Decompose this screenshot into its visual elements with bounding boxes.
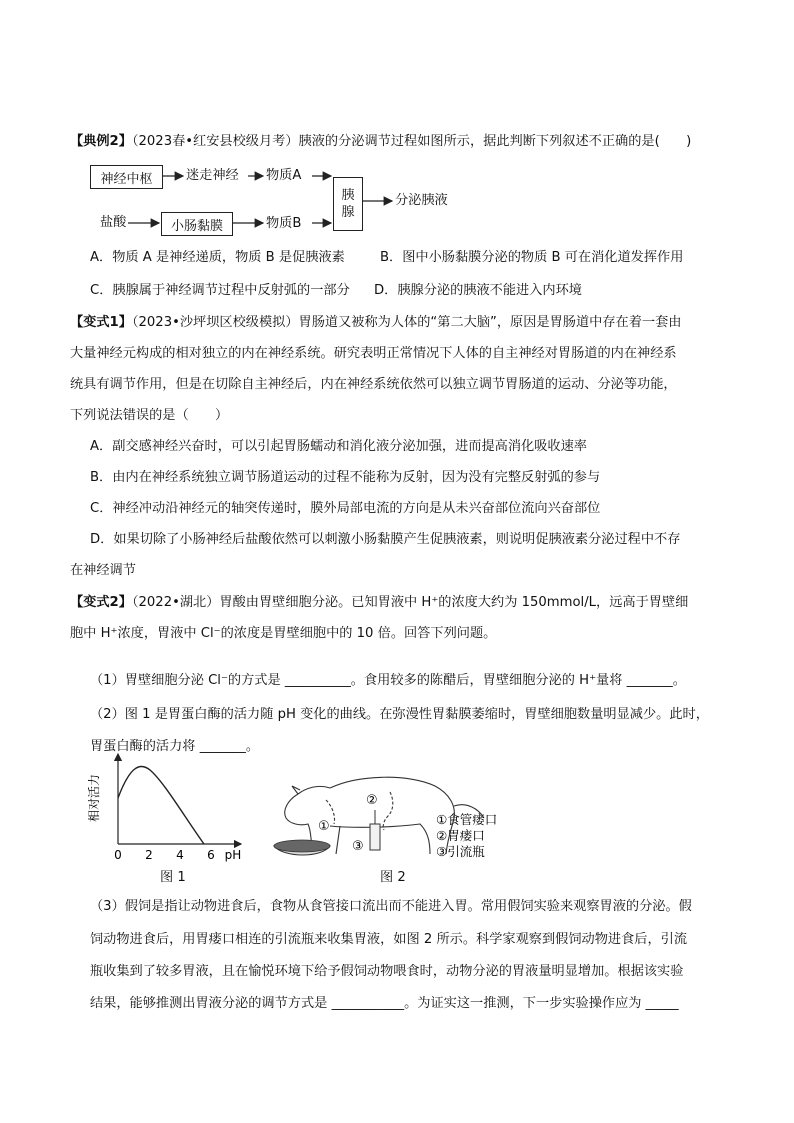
secrete-label: 分泌胰液 — [395, 193, 448, 208]
figure-1-tick-2: 2 — [145, 848, 153, 862]
variant-1-option-d-line-1: D．如果切除了小肠神经后盐酸依然可以刺激小肠黏膜产生促胰液素，则说明促胰液素分泌过程中不存 — [90, 532, 681, 547]
figure-1-curve — [118, 766, 204, 844]
figure-1-xlabel: pH — [224, 848, 242, 862]
figure-1-caption: 图 1 — [160, 870, 186, 885]
intestine-box: 小肠黏膜 — [161, 212, 233, 236]
hcl-label: 盐酸 — [100, 215, 127, 230]
example-2-question: （2023春•红安县校级月考）胰液的分泌调节过程如图所示，据此判断下列叙述不正确的是( ) — [131, 134, 692, 149]
pancreas-box: 胰 腺 — [333, 177, 363, 231]
marker-1: ① — [318, 819, 330, 834]
example-2-option-b: B．图中小肠黏膜分泌的物质 B 可在消化道发挥作用 — [380, 250, 684, 265]
variant-2-tag: 【变式2】 — [70, 595, 132, 610]
variant-1-line-3: 统具有调节作用，但是在切除自主神经后，内在神经系统依然可以独立调节胃肠道的运动、分泌等功能， — [70, 377, 677, 392]
variant-1-line-2: 大量神经元构成的相对独立的内在神经系统。研究表明正常情况下人体的自主神经对胃肠道的内在神经系 — [70, 346, 677, 361]
vagus-label: 迷走神经 — [186, 168, 239, 183]
variant-2-question-3-line-3: 瓶收集到了较多胃液，且在愉悦环境下给予假饲动物喂食时，动物分泌的胃液量明显增加。根据该实验 — [90, 964, 684, 979]
example-2-option-a: A．物质 A 是神经递质，物质 B 是促胰液素 — [90, 250, 345, 265]
figure-1-tick-6: 6 — [207, 848, 215, 862]
variant-2-question-1: （1）胃壁细胞分泌 Cl⁻的方式是 __________。食用较多的陈醋后，胃壁细胞分泌的 H⁺量将 _______。 — [90, 673, 686, 688]
variant-2-line-1-text: （2022•湖北）胃酸由胃壁细胞分泌。已知胃液中 H⁺的浓度大约为 150mmol/L，远高于胃壁细 — [131, 595, 689, 610]
neural-center-box: 神经中枢 — [90, 165, 163, 189]
variant-1-line-4: 下列说法错误的是（ ） — [70, 408, 229, 423]
variant-2-question-3-line-1: （3）假饲是指让动物进食后，食物从食管接口流出而不能进入胃。常用假饲实验来观察胃液的分泌。假 — [90, 899, 692, 914]
variant-2-question-3-line-4: 结果，能够推测出胃液分泌的调节方式是 ___________。为证实这一推测，下一步实验操作应为 _____ — [90, 996, 679, 1011]
variant-2-question-2-line-1: （2）图 1 是胃蛋白酶的活力随 pH 变化的曲线。在弥漫性胃黏膜萎缩时，胃壁细胞数量明显减少。此时， — [90, 707, 709, 722]
drainage-bottle — [370, 810, 380, 850]
legend-1: ①食管瘘口 — [436, 812, 498, 827]
variant-1-line-1 — [70, 313, 681, 333]
example-2-option-c: C．胰腺属于神经调节过程中反射弧的一部分 — [90, 283, 350, 298]
substance-a-label: 物质A — [266, 168, 302, 183]
marker-3: ③ — [352, 839, 364, 854]
variant-2-line-2: 胞中 H⁺浓度，胃液中 Cl⁻的浓度是胃壁细胞中的 10 倍。回答下列问题。 — [70, 626, 497, 641]
figure-1-tick-4: 4 — [176, 848, 184, 862]
food-bowl — [274, 840, 330, 855]
variant-1-option-b: B．由内在神经系统独立调节肠道运动的过程不能称为反射，因为没有完整反射弧的参与 — [90, 470, 601, 485]
legend-3: ③引流瓶 — [436, 844, 485, 859]
legend-2: ②胃瘘口 — [436, 828, 485, 843]
example-2-option-d: D．胰腺分泌的胰液不能进入内环境 — [374, 283, 582, 298]
figure-1-activity-curve — [86, 748, 256, 864]
variant-1-line-1-text: （2023•沙坪坝区校级模拟）胃肠道又被称为人体的“第二大脑”，原因是胃肠道中存在着一套由 — [131, 315, 682, 330]
example-2-tag: 【典例2】 — [70, 134, 132, 149]
variant-2-question-2-line-2: 胃蛋白酶的活力将 _______。 — [90, 739, 260, 754]
variant-1-option-d-line-2: 在神经调节 — [70, 563, 136, 578]
variant-1-option-a: A．副交感神经兴奋时，可以引起胃肠蠕动和消化液分泌加强，进而提高消化吸收速率 — [90, 439, 587, 454]
marker-2: ② — [366, 793, 378, 808]
variant-1-tag: 【变式1】 — [70, 315, 132, 330]
variant-2-question-3-line-2: 饲动物进食后，用胃瘘口相连的引流瓶来收集胃液，如图 2 所示。科学家观察到假饲动物进食后，引流 — [90, 932, 688, 947]
substance-b-label: 物质B — [266, 216, 302, 231]
variant-1-option-c: C．神经冲动沿神经元的轴突传递时，膜外局部电流的方向是从未兴奋部位流向兴奋部位 — [90, 501, 601, 516]
figure-2-caption: 图 2 — [380, 870, 406, 885]
variant-2-line-1 — [70, 593, 688, 613]
figure-1-ylabel: 相对活力 — [87, 773, 101, 823]
figure-2-sham-feeding — [270, 766, 510, 866]
figure-1-tick-0: 0 — [114, 848, 122, 862]
